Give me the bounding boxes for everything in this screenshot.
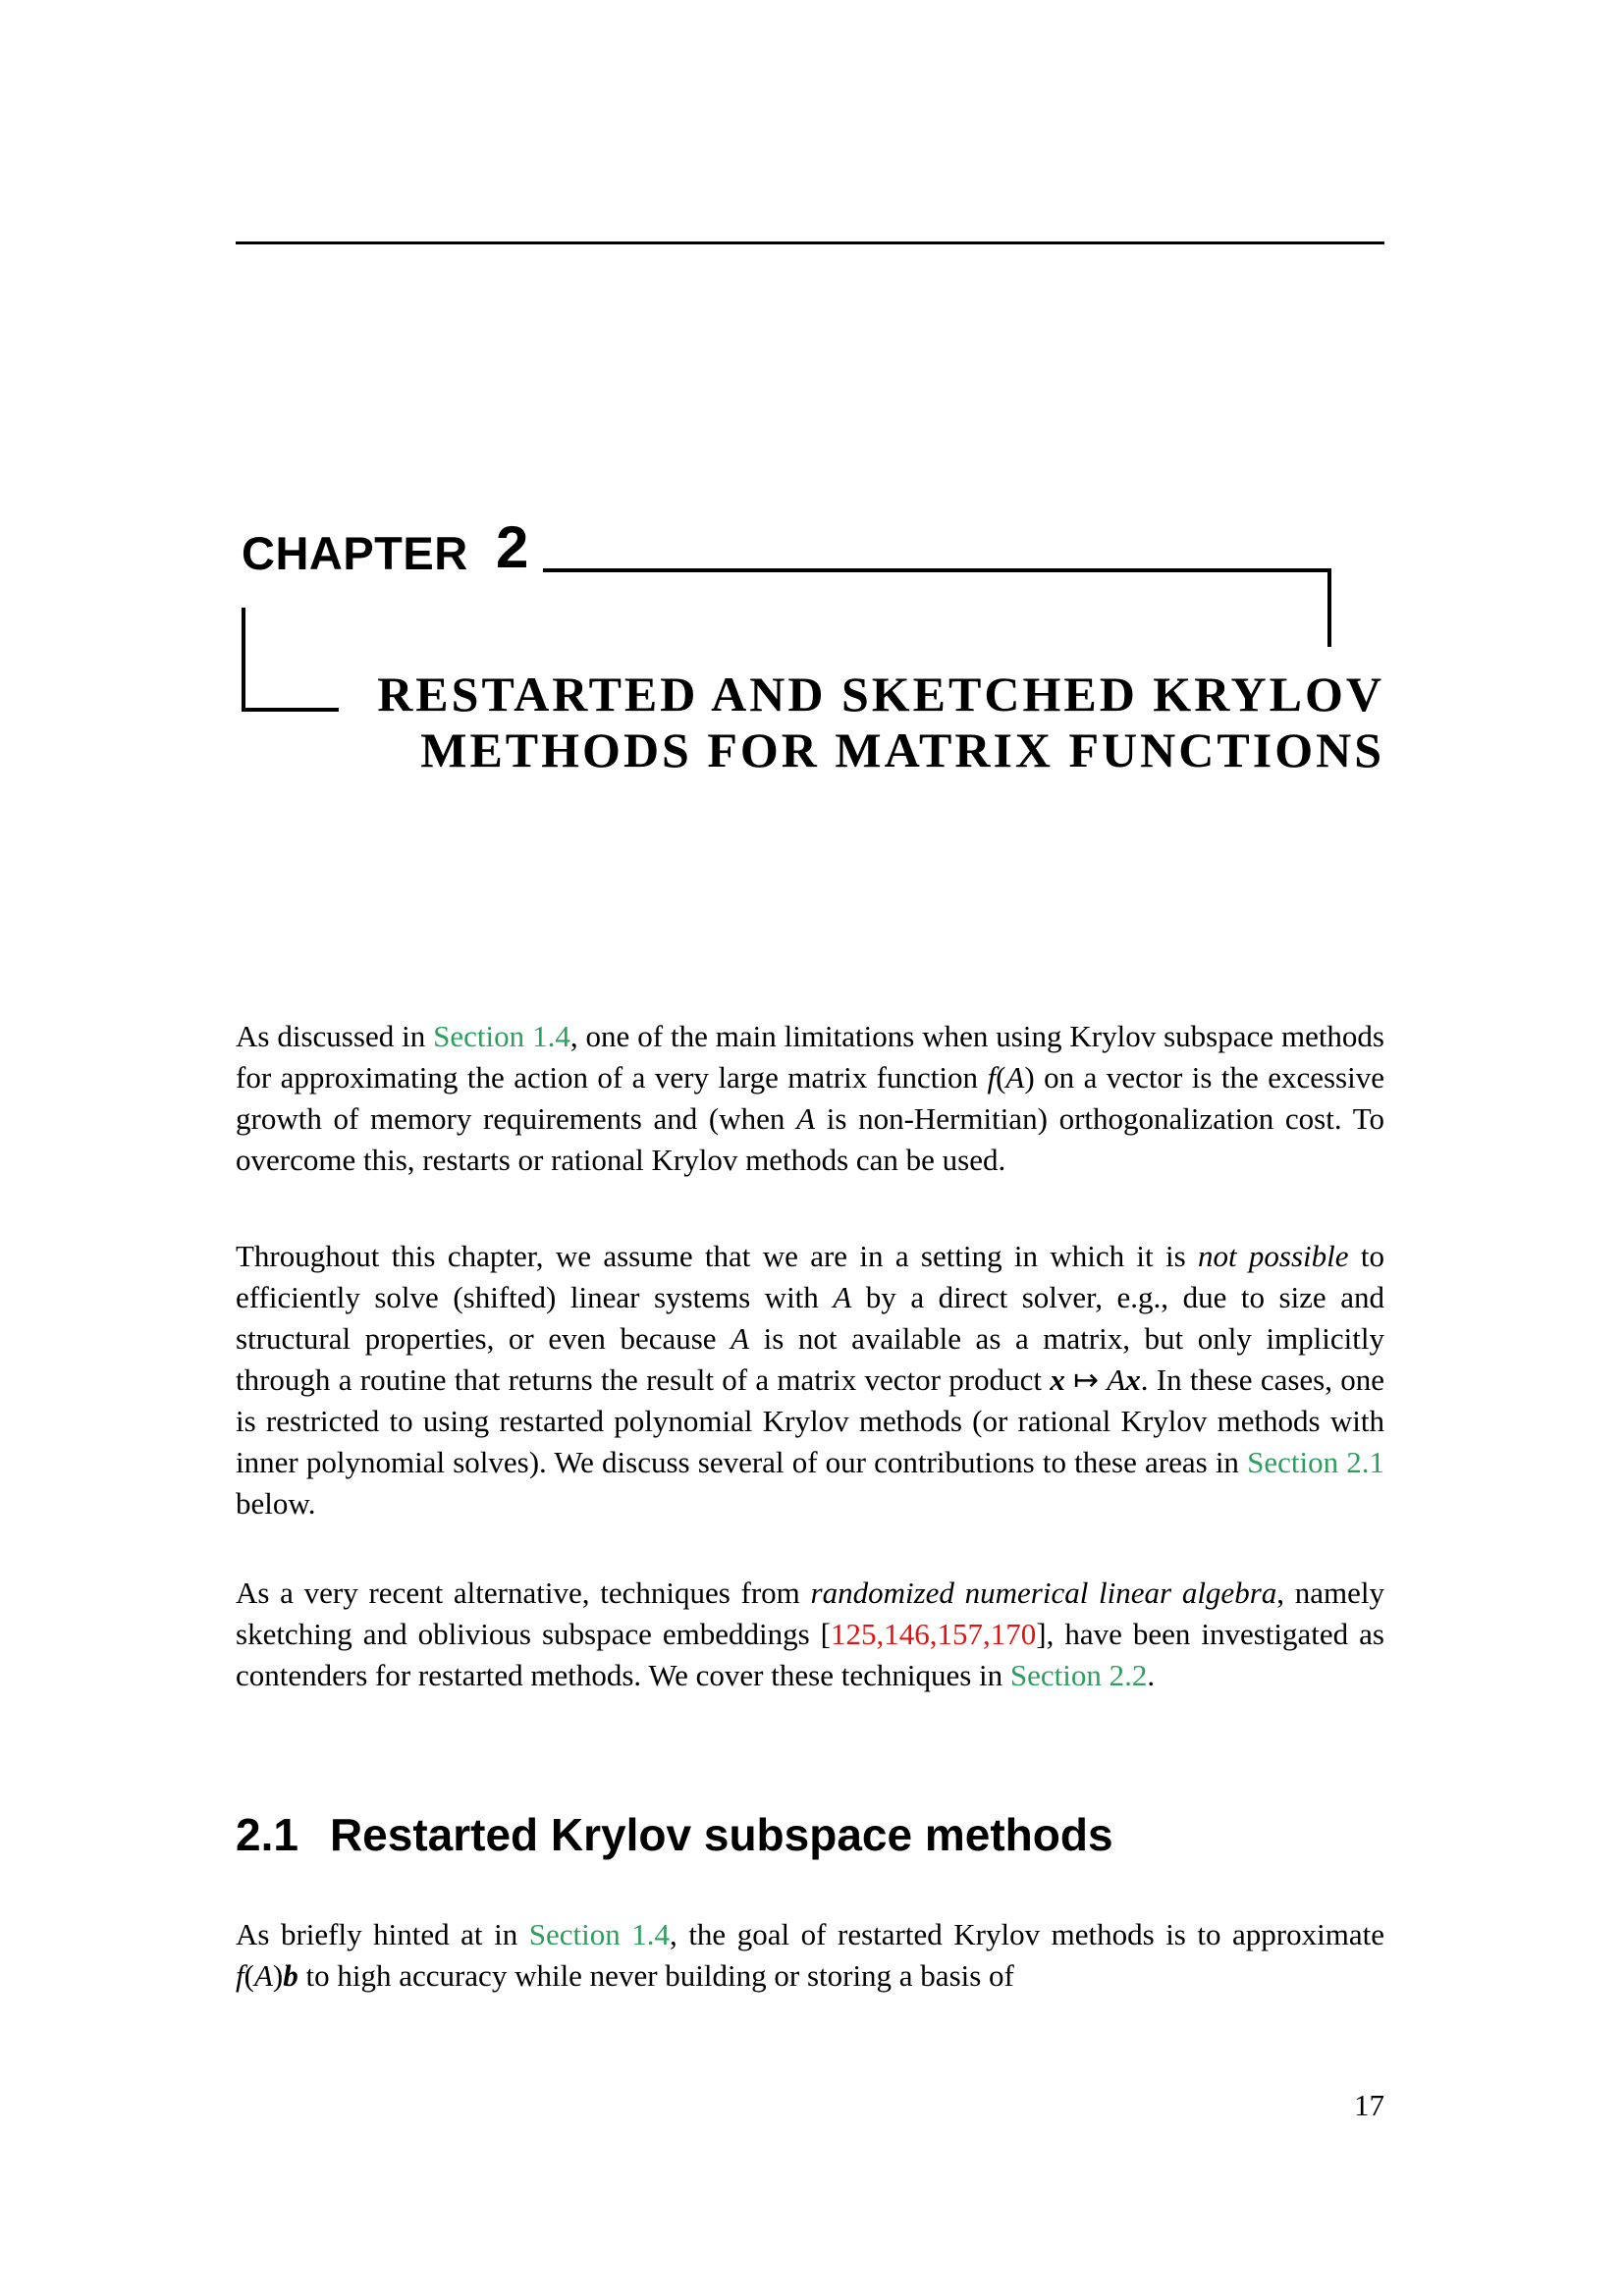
text-run: is not available as a matrix, but only implicitly through a routine that returns the result of a matrix vector product xyxy=(236,1321,1384,1397)
text-run: A xyxy=(796,1101,816,1136)
paragraph-randomized-alternative xyxy=(236,1573,1384,1696)
header-rule xyxy=(236,241,1384,244)
text-run: f xyxy=(236,1958,244,1993)
text-run: x xyxy=(1125,1362,1141,1397)
section-link[interactable]: Section 1.4 xyxy=(433,1019,570,1053)
text-run xyxy=(1065,1362,1073,1397)
section-title: Restarted Krylov subspace methods xyxy=(329,1809,1113,1860)
chapter-title-line2: METHODS FOR MATRIX FUNCTIONS xyxy=(420,722,1384,777)
section-link[interactable]: Section 2.1 xyxy=(1247,1445,1384,1479)
text-run: f xyxy=(987,1060,997,1095)
text-run: As briefly hinted at in xyxy=(236,1917,529,1951)
chapter-rule-right-bracket xyxy=(543,568,1331,647)
chapter-label: CHAPTER xyxy=(242,527,468,579)
text-run: , namely sketching and oblivious subspace embeddings [ xyxy=(236,1575,1384,1651)
text-run: A xyxy=(253,1958,273,1993)
citation-link[interactable]: 125,146,157,170 xyxy=(831,1617,1037,1651)
section-link[interactable]: Section 1.4 xyxy=(528,1917,671,1951)
page-number: 17 xyxy=(1354,2088,1384,2122)
text-run: by a direct solver, e.g., due to size and structural properties, or even because xyxy=(236,1280,1384,1356)
text-run: ( xyxy=(244,1958,254,1993)
text-run: . In these cases, one is restricted to using restarted polynomial Krylov methods (or rational Krylov methods with inner polynomial solves). We discuss several of our contributions to these areas in xyxy=(236,1362,1385,1479)
section-heading xyxy=(236,1809,1113,1860)
text-run: is non-Hermitian) orthogonalization cost. To overcome this, restarts or rational Krylov methods can be used. xyxy=(236,1101,1384,1177)
chapter-title xyxy=(236,667,1384,778)
paragraph-section-body xyxy=(236,1914,1384,1997)
text-run: randomized numerical linear algebra xyxy=(810,1575,1277,1610)
text-run: b xyxy=(283,1958,298,1993)
text-run: ) xyxy=(272,1958,284,1993)
text-run: to high accuracy while never building or storing a basis of xyxy=(298,1958,1014,1993)
text-run: x xyxy=(1050,1362,1065,1397)
chapter-title-line1: RESTARTED AND SKETCHED KRYLOV xyxy=(377,667,1384,721)
text-run: not possible xyxy=(1197,1239,1349,1273)
text-run: ( xyxy=(996,1060,1006,1095)
text-run: A xyxy=(1107,1362,1126,1397)
text-run: As discussed in xyxy=(236,1019,434,1053)
section-link[interactable]: Section 2.2 xyxy=(1009,1658,1148,1692)
text-run: below. xyxy=(236,1486,316,1521)
chapter-number: 2 xyxy=(496,514,529,580)
paragraph-assumptions xyxy=(236,1236,1384,1524)
text-run: ], have been investigated as contenders for restarted methods. We cover these techniques in xyxy=(236,1617,1384,1692)
text-run: A xyxy=(1005,1060,1025,1095)
text-run: ) xyxy=(1024,1060,1035,1095)
text-run: . xyxy=(1147,1658,1156,1692)
text-run: , one of the main limitations when using Krylov subspace methods for approximating the action of a very large matrix function xyxy=(236,1019,1384,1095)
text-run: ↦ xyxy=(1073,1362,1100,1398)
text-run: , the goal of restarted Krylov methods is to approximate xyxy=(670,1917,1384,1951)
text-run: A xyxy=(833,1280,852,1314)
text-run: to efficiently solve (shifted) linear systems with xyxy=(236,1239,1384,1314)
text-run: Throughout this chapter, we assume that we are in a setting in which it is xyxy=(236,1239,1198,1273)
section-number: 2.1 xyxy=(236,1809,298,1860)
paragraph-intro xyxy=(236,1016,1384,1181)
text-run: As a very recent alternative, techniques from xyxy=(236,1575,811,1610)
text-run: A xyxy=(731,1321,750,1356)
text-run: on a vector is the excessive growth of memory requirements and (when xyxy=(236,1060,1384,1136)
